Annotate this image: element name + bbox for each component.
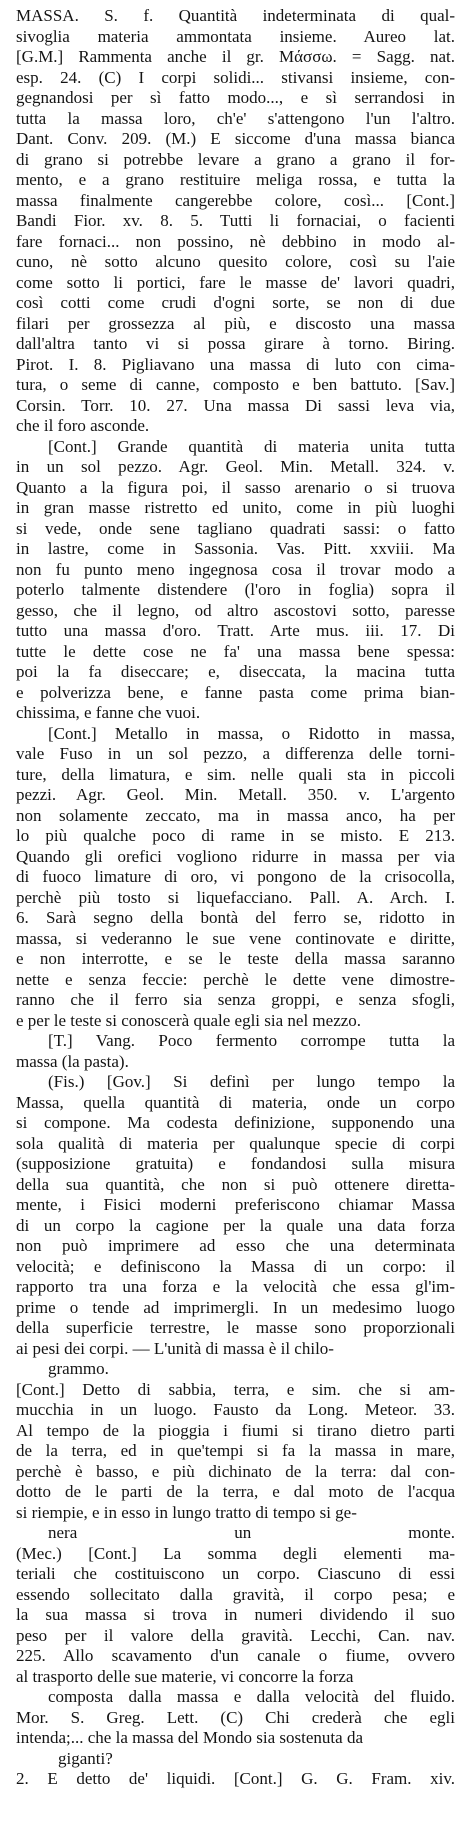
entry-line: giganti? [58,1748,113,1768]
entry-line: ranno che il ferro sia senza groppi, e senza sfogli, [16,990,455,1009]
entry-line: tutta la massa loro, ch'e' s'attengono l'un l'altro. [16,108,455,128]
entry-line: si riempie, e in esso in lungo tratto di tempo si ge- [16,1502,357,1522]
entry-line: Pirot. I. 8. Pigliavano una massa di luto con cima- [16,354,455,374]
entry-line: di grano si potrebbe levare a grano a grano il for- [16,149,455,169]
entry-line: poi la fa diseccare; e, diseccata, la macina tutta [16,662,455,681]
entry-line: tutte le dette cose ne fa' una massa bene spessa: [16,641,455,661]
entry-line: vale Fuso in un sol pezzo, a differenza delle torni- [16,744,455,763]
entry-line: peso per il valore della gravità. Lecchi, Can. nav. [16,1625,455,1645]
entry-line: (Fis.) [Gov.] Si definì per lungo tempo la [48,1072,455,1091]
entry-line: come sotto li portici, fare le masse de' lavori quadri, [16,272,455,292]
entry-line: perchè più tosto si liquefacciano. Pall. A. Arch. I. [16,887,455,907]
entry-line: 225. Allo scavamento d'un canale o fiume, ovvero [16,1646,455,1665]
entry-line: [Cont.] Grande quantità di materia unita tutta [48,436,455,456]
entry-line: Quando gli orefici vogliono ridurre in massa per via [16,846,455,866]
entry-line: esp. 24. (C) I corpi solidi... stivansi insieme, con- [16,67,455,87]
entry-line: teriali che costituiscono un corpo. Ciascuno di essi [16,1564,455,1583]
entry-line: Mor. S. Greg. Lett. (C) Chi crederà che egli [16,1707,455,1727]
entry-line: 6. Sarà segno della bontà del ferro se, ridotto in [16,908,455,927]
entry-line: filari per grossezza al più, e discosto una massa [16,313,455,333]
entry-line: che il foro asconde. [16,416,150,435]
entry-line: [G.M.] Rammenta anche il gr. Μάσσω. = Sagg. nat. [16,47,455,66]
entry-line: Bandi Fior. xv. 8. 5. Tutti li fornaciai, o facienti [16,211,455,230]
entry-line: massa, si vederanno le sue vene continovate e diritte, [16,928,455,948]
entry-line: gesso, che il legno, od altro ascostovi sotto, paresse [16,600,455,620]
entry-line: ai pesi dei corpi. — L'unità di massa è il chilo- [16,1338,334,1358]
entry-line: (Mec.) [Cont.] La somma degli elementi ma- [16,1543,455,1563]
entry-line: e non interrotte, e se le teste della massa saranno [16,949,455,968]
entry-line: sivoglia materia ammontata insieme. Aureo lat. [16,26,455,46]
entry-line: di fuoco limature di oro, vi pongono de la crisocolla, [16,867,455,886]
entry-line: perchè è basso, e più dichinato de la terra: dal con- [16,1461,455,1481]
entry-line: della sua quantità, che non si può ottenere diretta- [16,1174,455,1194]
entry-line: sola qualità di materia per qualunque specie di corpi [16,1133,455,1153]
entry-line: de la terra, ed in que'tempi si fa la massa in mare, [16,1441,455,1460]
entry-line: intenda;... che la massa del Mondo sia sostenuta da [16,1728,363,1747]
entry-line: composta dalla massa e dalla velocità del fluido. [48,1687,455,1706]
entry-line: essendo sollecitato dalla gravità, il corpo pesa; e [16,1584,455,1604]
entry-line: di un corpo la cagione per la quale una data forza [16,1215,455,1235]
entry-line: mucchia in un luogo. Fausto da Long. Meteor. 33. [16,1400,455,1419]
entry-line: in lastre, come in Sassonia. Vas. Pitt. xxviii. Ma [16,539,455,558]
entry-line: in un sol pezzo. Agr. Geol. Min. Metall. 324. v. [16,457,455,476]
entry-line: prime o tende ad imprimergli. In un medesimo luogo [16,1297,455,1317]
entry-line: Massa, quella quantità di materia, onde un corpo [16,1092,455,1112]
entry-line: al trasporto delle sue materie, vi concorre la forza [16,1666,354,1686]
entry-line: MASSA. S. f. Quantità indeterminata di qual- [16,6,455,25]
entry-line: poterlo talmente distendere (l'oro in foglia) sopra il [16,580,455,599]
entry-line: [Cont.] Metallo in massa, o Ridotto in massa, [48,723,455,743]
entry-line: 2. E detto de' liquidi. [Cont.] G. G. Fram. xiv. [16,1769,455,1788]
entry-line: tura, o seme di canne, composto e ben battuto. [Sav.] [16,375,455,394]
entry-line: dall'altra tanto vi si possa girare à torno. Biring. [16,334,455,353]
entry-line: grammo. [48,1359,109,1378]
entry-line: [T.] Vang. Poco fermento corrompe tutta la [48,1031,455,1050]
entry-line: rapporto tra una forza e la velocità che essa gl'im- [16,1277,455,1296]
entry-line: mento, e a grano restituire meliga rossa, e tutta la [16,170,455,189]
entry-line: ture, della limatura, e sim. nelle quali sta in piccoli [16,764,455,784]
entry-line: e per le teste si conoscerà quale egli sia nel mezzo. [16,1010,362,1030]
entry-line: della superficie terrestre, le masse sono proporzionali [16,1318,455,1337]
entry-line: [Cont.] Detto di sabbia, terra, e sim. che si am- [16,1379,455,1399]
entry-line: nette e senza feccie: perchè le dette vene dimostre- [16,969,455,989]
entry-line: tutto una massa d'oro. Tratt. Arte mus. iii. 17. Di [16,621,455,640]
entry-line: non può imprimere ad esso che una determinata [16,1236,455,1255]
entry-line: gegnandosi per sì fatto modo..., e sì serrandosi in [16,88,455,107]
entry-line: così cotti come crudi d'ogni sorte, se non di due [16,293,455,312]
entry-line: (supposizione gratuita) e fondandosi sulla misura [16,1154,455,1173]
entry-line: Quanto a la figura poi, il sasso arenario o si truova [16,477,455,497]
entry-line: dotto de le parti de la terra, e dal moto de l'acqua [16,1482,455,1501]
entry-line: chissima, e fanne che vuoi. [16,703,201,722]
entry-line: massa finalmente cangerebbe colore, così... [Cont.] [16,190,455,210]
entry-line: la sua massa si trova in numeri dividendo il suo [16,1605,455,1624]
entry-line: si vede, onde sene tagliano quadrati sassi: o fatto [16,518,455,538]
entry-line: mente, i Fisici moderni preferiscono chiamar Massa [16,1195,455,1214]
entry-line: non fu punto meno ingegnosa cosa il trovar modo a [16,559,455,579]
entry-line: Corsin. Torr. 10. 27. Una massa Di sassi leva via, [16,395,455,415]
entry-line: Al tempo de la pioggia i fiumi si tirano dietro parti [16,1420,455,1440]
entry-line: lo più qualche poco di rame in se misto. E 213. [16,826,455,845]
entry-line: in gran masse ristretto ed unito, come in più luoghi [16,498,455,517]
entry-line: e polverizza bene, e fanne pasta come prima bian- [16,682,455,702]
entry-line: pezzi. Agr. Geol. Min. Metall. 350. v. L'argento [16,785,455,804]
entry-line: massa (la pasta). [16,1051,129,1071]
entry-line: velocità; e definiscono la Massa di un corpo: il [16,1256,455,1276]
entry-line: nera un monte. [48,1523,455,1542]
entry-line: cuno, nè sotto alcuno quesito colore, così su l'aie [16,252,455,271]
entry-line: Dant. Conv. 209. (M.) E siccome d'una massa bianca [16,129,455,148]
entry-line: fare fornaci... non possino, nè debbino in modo al- [16,231,455,251]
dictionary-entry-massa [16,6,455,1790]
entry-line: si compone. Ma codesta definizione, supponendo una [16,1113,455,1132]
entry-line: non solamente zeccato, ma in massa anco, ha per [16,805,455,825]
